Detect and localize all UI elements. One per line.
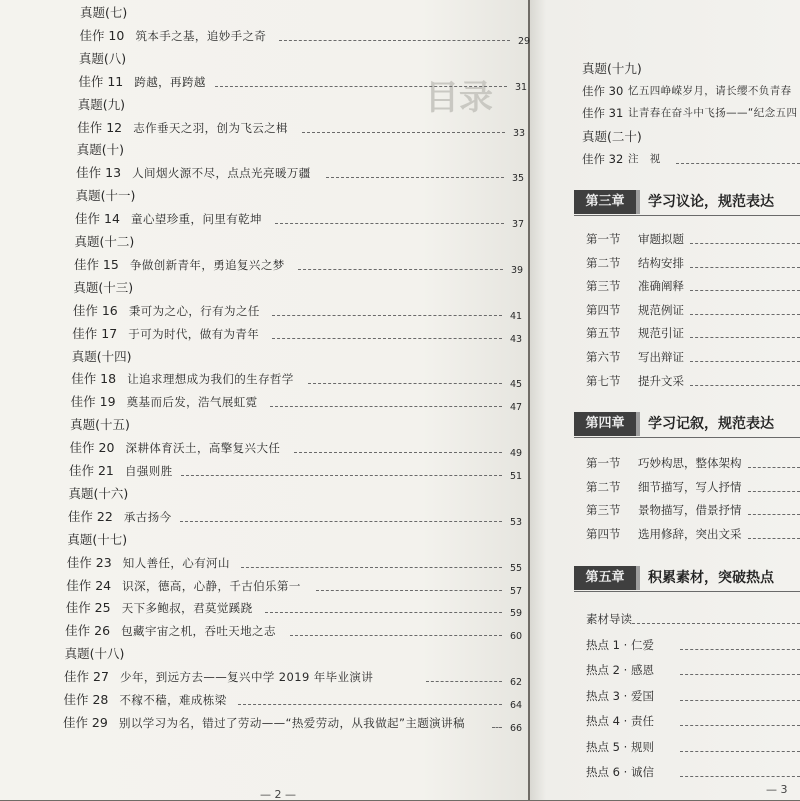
toc-heading[interactable] xyxy=(0,231,528,253)
section-title: 选用修辞，突出文采 xyxy=(638,523,742,545)
section-title: 规范引证 xyxy=(638,322,684,344)
dotted-leader xyxy=(270,406,502,407)
section-title: 规范例证 xyxy=(638,299,684,321)
section-entry[interactable] xyxy=(530,299,800,321)
entry-title: 争做创新青年，勇追复兴之梦 xyxy=(130,254,285,276)
page-number: 35 xyxy=(512,172,524,186)
entry-title: 让追求理想成为我们的生存哲学 xyxy=(127,368,294,390)
dotted-leader xyxy=(180,521,502,522)
toc-heading[interactable] xyxy=(0,139,528,161)
page-number: 55 xyxy=(510,562,522,576)
page-number: 59 xyxy=(510,607,522,621)
toc-entry[interactable] xyxy=(530,148,800,170)
entry-title: 包藏宇宙之机，吞吐天地之志 xyxy=(121,620,276,642)
entry-title: 别以学习为名，错过了劳动——“热爱劳动，从我做起”主题演讲稿 xyxy=(119,712,465,734)
section-entry[interactable] xyxy=(530,685,800,707)
entry-label: 佳作 18 xyxy=(71,368,116,390)
dotted-leader xyxy=(238,704,502,705)
section-title: 提升文采 xyxy=(638,370,684,392)
heading-text: 真题(十三) xyxy=(73,277,133,299)
toc-heading[interactable] xyxy=(0,483,528,505)
dotted-leader xyxy=(690,243,800,244)
toc-entry[interactable] xyxy=(0,71,528,93)
section-entry[interactable] xyxy=(530,634,800,656)
page-number: 37 xyxy=(512,218,524,232)
entry-label: 佳作 29 xyxy=(63,712,108,734)
dotted-leader xyxy=(680,776,800,777)
heading-text: 真题(十九) xyxy=(582,58,642,80)
dotted-leader xyxy=(298,269,503,270)
entry-label: 佳作 27 xyxy=(64,666,109,688)
entry-label: 佳作 16 xyxy=(73,300,118,322)
toc-entry[interactable] xyxy=(530,102,800,124)
toc-entry[interactable] xyxy=(0,620,528,642)
entry-label: 佳作 11 xyxy=(78,71,123,93)
dotted-leader xyxy=(302,132,505,133)
dotted-leader xyxy=(680,649,800,650)
chapter-rule xyxy=(574,591,800,592)
entry-label: 佳作 10 xyxy=(79,25,124,47)
dotted-leader xyxy=(275,223,504,224)
section-entry[interactable] xyxy=(530,761,800,783)
section-entry[interactable] xyxy=(530,736,800,758)
section-number: 第三节 xyxy=(586,275,621,297)
dotted-leader xyxy=(690,314,800,315)
entry-label: 佳作 24 xyxy=(66,575,111,597)
chapter-header[interactable] xyxy=(530,566,800,592)
dotted-leader xyxy=(279,40,510,41)
heading-text: 真题(十六) xyxy=(68,483,128,505)
entry-label: 佳作 15 xyxy=(74,254,119,276)
bleed-through-text: 目录 xyxy=(425,70,493,119)
entry-title: 注 视 xyxy=(628,148,661,170)
dotted-leader xyxy=(680,725,800,726)
section-number: 第五节 xyxy=(586,322,621,344)
toc-heading[interactable] xyxy=(0,277,528,299)
toc-entry[interactable] xyxy=(0,117,528,139)
section-number: 第四节 xyxy=(586,523,621,545)
chapter-title: 学习记叙，规范表达 xyxy=(648,412,774,436)
toc-heading[interactable] xyxy=(0,2,528,24)
section-number: 热点 4 · 责任 xyxy=(586,710,654,732)
section-number: 第三节 xyxy=(586,499,621,521)
toc-entry[interactable] xyxy=(0,575,528,597)
toc-heading[interactable] xyxy=(0,414,528,436)
chapter-rule xyxy=(574,437,800,438)
toc-entry[interactable] xyxy=(0,25,528,47)
entry-title: 秉可为之心，行有为之任 xyxy=(129,300,260,322)
entry-label: 佳作 31 xyxy=(582,102,623,124)
entry-title: 人间烟火源不尽，点点光亮暖万疆 xyxy=(132,162,311,184)
toc-heading[interactable] xyxy=(530,126,800,148)
entry-title: 深耕体育沃土，高擎复兴大任 xyxy=(126,437,281,459)
dotted-leader xyxy=(748,491,800,492)
toc-entry[interactable] xyxy=(0,712,528,734)
entry-title: 筑本手之基，追妙手之奇 xyxy=(135,25,266,47)
entry-title: 让青春在奋斗中飞扬——“纪念五四 xyxy=(628,102,797,124)
entry-label: 佳作 30 xyxy=(582,80,623,102)
page-number: 47 xyxy=(510,401,522,415)
entry-label: 佳作 14 xyxy=(75,208,120,230)
dotted-leader xyxy=(181,475,502,476)
toc-entry[interactable] xyxy=(0,391,528,413)
section-number: 第一节 xyxy=(586,228,621,250)
toc-entry[interactable] xyxy=(0,208,528,230)
dotted-leader xyxy=(680,674,800,675)
section-number: 第一节 xyxy=(586,452,621,474)
chapter-rule xyxy=(574,215,800,216)
entry-title: 奠基而后发，浩气展虹霓 xyxy=(127,391,258,413)
left-page-footer: — 2 — xyxy=(260,788,296,801)
dotted-leader xyxy=(690,267,800,268)
toc-entry[interactable] xyxy=(0,162,528,184)
heading-text: 真题(十二) xyxy=(75,231,135,253)
dotted-leader xyxy=(272,315,502,316)
right-page-footer: — 3 xyxy=(766,783,788,796)
entry-title: 志作垂天之羽，创为飞云之楫 xyxy=(133,117,288,139)
section-number: 第四节 xyxy=(586,299,621,321)
chapter-badge: 第四章 xyxy=(574,412,640,436)
section-entry[interactable] xyxy=(530,346,800,368)
heading-text: 真题(七) xyxy=(80,2,127,24)
dotted-leader xyxy=(680,751,800,752)
section-entry[interactable] xyxy=(530,659,800,681)
dotted-leader xyxy=(326,177,504,178)
dotted-leader xyxy=(290,635,502,636)
toc-entry[interactable] xyxy=(0,689,528,711)
section-entry[interactable] xyxy=(530,608,800,630)
entry-title: 不稼不穑，难成栋梁 xyxy=(120,689,227,711)
section-entry[interactable] xyxy=(530,275,800,297)
entry-title: 天下多鲍叔，君莫觉蹊跷 xyxy=(122,597,253,619)
entry-label: 佳作 19 xyxy=(71,391,116,413)
heading-text: 真题(二十) xyxy=(582,126,642,148)
entry-title: 识深，德高，心静，千古伯乐第一 xyxy=(122,575,301,597)
section-entry[interactable] xyxy=(530,499,800,521)
toc-heading[interactable] xyxy=(530,58,800,80)
toc-entry[interactable] xyxy=(0,552,528,574)
dotted-leader xyxy=(241,567,502,568)
section-number: 热点 5 · 规则 xyxy=(586,736,654,758)
dotted-leader xyxy=(680,700,800,701)
dotted-leader xyxy=(690,361,800,362)
toc-heading[interactable] xyxy=(0,94,528,116)
section-entry[interactable] xyxy=(530,370,800,392)
chapter-badge: 第五章 xyxy=(574,566,640,590)
dotted-leader xyxy=(215,86,507,87)
section-title: 细节描写，写人抒情 xyxy=(638,476,742,498)
section-entry[interactable] xyxy=(530,452,800,474)
heading-text: 真题(九) xyxy=(78,94,125,116)
heading-text: 真题(十) xyxy=(77,139,124,161)
dotted-leader xyxy=(748,514,800,515)
page-number: 64 xyxy=(510,699,522,713)
entry-title: 自强则胜 xyxy=(125,460,173,482)
entry-title: 于可为时代，做有为青年 xyxy=(128,323,259,345)
page-number: 45 xyxy=(510,378,522,392)
dotted-leader xyxy=(676,163,800,164)
section-title: 审题拟题 xyxy=(638,228,684,250)
dotted-leader xyxy=(316,590,502,591)
chapter-header[interactable] xyxy=(530,190,800,216)
chapter-title: 学习议论，规范表达 xyxy=(648,190,774,214)
page-number: 39 xyxy=(511,264,523,278)
page-number: 41 xyxy=(510,310,522,324)
section-title: 景物描写，借景抒情 xyxy=(638,499,742,521)
section-number: 第七节 xyxy=(586,370,621,392)
section-number: 第二节 xyxy=(586,476,621,498)
entry-title: 承古扬今 xyxy=(124,506,172,528)
section-title: 巧妙构思，整体架构 xyxy=(638,452,742,474)
section-number: 第六节 xyxy=(586,346,621,368)
dotted-leader xyxy=(294,452,502,453)
entry-label: 佳作 22 xyxy=(68,506,113,528)
page-number: 53 xyxy=(510,516,522,530)
section-title: 写出辩证 xyxy=(638,346,684,368)
entry-title: 童心望珍重，问里有乾坤 xyxy=(131,208,262,230)
page-number: 51 xyxy=(510,470,522,484)
heading-text: 真题(八) xyxy=(79,48,126,70)
heading-text: 真题(十五) xyxy=(70,414,130,436)
section-entry[interactable] xyxy=(530,523,800,545)
entry-label: 佳作 13 xyxy=(76,162,121,184)
section-title: 准确阐释 xyxy=(638,275,684,297)
section-number: 热点 6 · 诚信 xyxy=(586,761,654,783)
dotted-leader xyxy=(492,727,502,728)
dotted-leader xyxy=(272,338,502,339)
chapter-title: 积累素材，突破热点 xyxy=(648,566,774,590)
section-number: 热点 1 · 仁爱 xyxy=(586,634,654,656)
section-number: 第二节 xyxy=(586,252,621,274)
entry-label: 佳作 23 xyxy=(67,552,112,574)
toc-heading[interactable] xyxy=(0,529,528,551)
dotted-leader xyxy=(308,383,502,384)
entry-label: 佳作 21 xyxy=(69,460,114,482)
toc-entry[interactable] xyxy=(530,80,800,102)
section-entry[interactable] xyxy=(530,252,800,274)
toc-entry[interactable] xyxy=(0,460,528,482)
entry-label: 佳作 12 xyxy=(77,117,122,139)
dotted-leader xyxy=(265,612,502,613)
chapter-header[interactable] xyxy=(530,412,800,438)
right-page xyxy=(530,0,800,800)
entry-label: 佳作 28 xyxy=(64,689,109,711)
heading-text: 真题(十一) xyxy=(76,185,136,207)
section-title: 结构安排 xyxy=(638,252,684,274)
entry-label: 佳作 32 xyxy=(582,148,623,170)
entry-title: 跨越，再跨越 xyxy=(134,71,205,93)
page-number: 33 xyxy=(513,127,525,141)
section-number: 热点 2 · 感恩 xyxy=(586,659,654,681)
entry-title: 忆五四峥嵘岁月，请长缨不负青春 xyxy=(628,80,792,102)
page-number: 62 xyxy=(510,676,522,690)
page-number: 57 xyxy=(510,585,522,599)
chapter-badge: 第三章 xyxy=(574,190,640,214)
dotted-leader xyxy=(426,681,502,682)
page-number: 60 xyxy=(510,630,522,644)
section-entry[interactable] xyxy=(530,476,800,498)
page-number: 66 xyxy=(510,722,522,736)
section-entry[interactable] xyxy=(530,710,800,732)
page-number: 49 xyxy=(510,447,522,461)
toc-entry[interactable] xyxy=(0,666,528,688)
toc-entry[interactable] xyxy=(0,437,528,459)
toc-entry[interactable] xyxy=(0,300,528,322)
heading-text: 真题(十七) xyxy=(67,529,127,551)
toc-heading[interactable] xyxy=(0,48,528,70)
entry-label: 佳作 20 xyxy=(70,437,115,459)
toc-entry[interactable] xyxy=(0,323,528,345)
section-number: 素材导读 xyxy=(586,608,632,630)
dotted-leader xyxy=(632,623,800,624)
page-number: 29 xyxy=(518,35,530,49)
dotted-leader xyxy=(748,467,800,468)
entry-title: 知人善任，心有河山 xyxy=(123,552,230,574)
dotted-leader xyxy=(748,538,800,539)
toc-heading[interactable] xyxy=(0,643,528,665)
entry-title: 少年，到远方去——复兴中学 2019 年毕业演讲 xyxy=(120,666,373,688)
heading-text: 真题(十八) xyxy=(65,643,125,665)
entry-label: 佳作 26 xyxy=(65,620,110,642)
page-number: 31 xyxy=(515,81,527,95)
toc-entry[interactable] xyxy=(0,506,528,528)
page-number: 43 xyxy=(510,333,522,347)
entry-label: 佳作 25 xyxy=(66,597,111,619)
toc-entry[interactable] xyxy=(0,368,528,390)
heading-text: 真题(十四) xyxy=(72,346,132,368)
toc-entry[interactable] xyxy=(0,597,528,619)
toc-heading[interactable] xyxy=(0,185,528,207)
section-number: 热点 3 · 爱国 xyxy=(586,685,654,707)
dotted-leader xyxy=(690,385,800,386)
section-entry[interactable] xyxy=(530,228,800,250)
entry-label: 佳作 17 xyxy=(72,323,117,345)
toc-heading[interactable] xyxy=(0,346,528,368)
dotted-leader xyxy=(690,337,800,338)
toc-entry[interactable] xyxy=(0,254,528,276)
dotted-leader xyxy=(690,290,800,291)
section-entry[interactable] xyxy=(530,322,800,344)
